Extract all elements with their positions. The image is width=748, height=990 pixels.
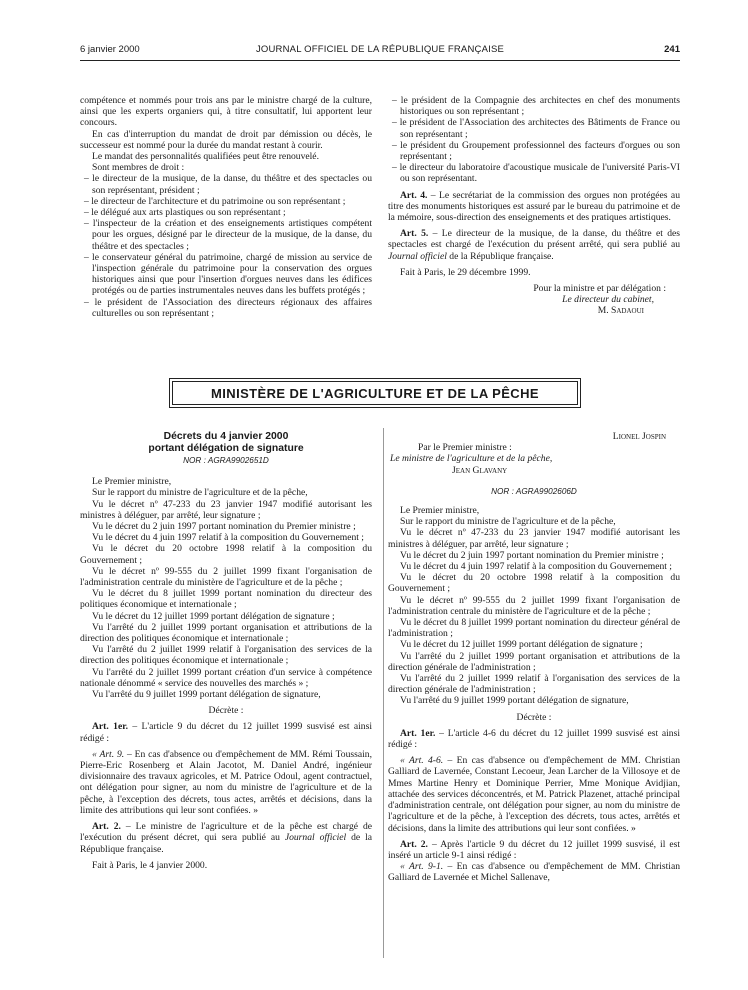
- article-1: [388, 728, 680, 750]
- ministry-title: MINISTÈRE DE L'AGRICULTURE ET DE LA PÊCHE: [172, 381, 578, 405]
- list-item: – le conservateur général du patrimoine, chargé de mission au service de l'inspection générale du patrimoine pour la conservation des orgues historiques ainsi que pour l'insertion d'orgues neuves dans les édifices protégés ou de parties instrumentales neuves dans les buffets protégés ;: [84, 251, 372, 297]
- article-4-6-quote: [388, 755, 680, 833]
- paragraph: compétence et nommés pour trois ans par le ministre chargé de la culture, ainsi que les experts organiers qui, à titre consultatif, lui apportent leur concours.: [80, 95, 372, 129]
- list-item: – le président de l'Association des directeurs régionaux des affaires culturelles ou son représentant ;: [84, 296, 372, 319]
- visa: Vu l'arrêté du 9 juillet 1999 portant délégation de signature,: [92, 689, 321, 701]
- page-header: [80, 44, 680, 58]
- list-item: – le président du Groupement professionnel des facteurs d'orgues ou son représentant ;: [392, 139, 680, 163]
- article-label: « Art. 9.: [92, 748, 125, 760]
- list-item: – le président de l'Association des architectes des Bâtiments de France ou son représentant ;: [392, 117, 680, 140]
- visa: Vu le décret du 12 juillet 1999 portant délégation de signature ;: [92, 610, 335, 622]
- visa: Vu l'arrêté du 2 juillet 1999 portant création d'un service à compétence nationale dénommé « service des nouvelles des marchés » ;: [80, 666, 372, 689]
- article-text: de la République française.: [446, 250, 554, 262]
- decrete-heading: Décrète :: [208, 705, 244, 717]
- visa: Sur le rapport du ministre de l'agriculture et de la pêche,: [92, 487, 308, 499]
- signature-date: Fait à Paris, le 29 décembre 1999.: [400, 266, 531, 278]
- visa: Vu l'arrêté du 2 juillet 1999 relatif à l'organisation des services de la direction des politiques économique et internationale ;: [80, 644, 372, 667]
- signatory-name: Lionel Jospin: [612, 431, 666, 442]
- paragraph: Sont membres de droit :: [92, 162, 185, 174]
- visa: Vu l'arrêté du 2 juillet 1999 portant organisation et attributions de la direction des politiques économique et internationale ;: [80, 621, 372, 645]
- visa: Vu l'arrêté du 2 juillet 1999 portant organisation et attributions de la direction générale de l'administration ;: [388, 650, 680, 673]
- visa: Vu le décret du 12 juillet 1999 portant délégation de signature ;: [400, 639, 643, 651]
- visa: Vu le décret du 8 juillet 1999 portant nomination du directeur général de l'administration ;: [388, 617, 680, 640]
- article-label: Art. 1er.: [400, 727, 436, 739]
- visa: Vu le décret nº 47-233 du 23 janvier 1947 modifié autorisant les ministres à déléguer, par arrêté, leur signature ;: [80, 498, 372, 521]
- decree-right-column: [388, 431, 680, 884]
- nor-reference: NOR : AGRA9902606D: [491, 486, 577, 496]
- article-label: « Art. 4-6.: [400, 755, 444, 767]
- minister-role: Le ministre de l'agriculture et de la pêche,: [390, 453, 553, 465]
- article-text: – En cas d'absence ou d'empêchement de MM. Rémi Toussain, Pierre-Eric Rosenberg et Alain Jacotot, M. Daniel André, ingénieur divisionnaire des travaux agricoles, et M. Patrice Odoul, agent contractuel, ont délégation pour signer, au nom du ministre de l'agriculture et de la pêche, à l'exception des décrets, tous actes, arrêtés et décisions, dans la limite des attributions qui leur sont confiées. »: [80, 748, 372, 816]
- header-page-number: 241: [664, 44, 680, 55]
- decrete-heading: Décrète :: [516, 711, 552, 723]
- article-text: – Le secrétariat de la commission des orgues non protégées au titre des monuments historiques est assuré par le bureau du patrimoine et de la mémoire, sous-direction des enseignements et des pratiques artistiques.: [388, 189, 680, 224]
- header-journal-title: JOURNAL OFFICIEL DE LA RÉPUBLIQUE FRANÇAISE: [255, 44, 505, 55]
- signatory-name: M. Sadaoui: [597, 305, 644, 317]
- visa: Vu le décret du 2 juin 1997 portant nomination du Premier ministre ;: [400, 549, 664, 561]
- article-9-quote: [80, 749, 372, 816]
- visa: Vu le décret du 4 juin 1997 relatif à la composition du Gouvernement ;: [92, 532, 364, 544]
- list-item: – l'inspecteur de la création et des enseignements artistiques compétent pour les orgues, désigné par le directeur de la musique, de la danse, du théâtre et des spectacles ;: [84, 218, 372, 252]
- visa: Vu le décret nº 99-555 du 2 juillet 1999 fixant l'organisation de l'administration centrale du ministère de l'agriculture et de la pêche ;: [80, 565, 372, 589]
- list-item: – le directeur de la musique, de la danse, du théâtre et des spectacles ou son représentant, président ;: [84, 173, 372, 196]
- article-text: – Le directeur de la musique, de la danse, du théâtre et des spectacles est chargé de l'exécution du présent arrêté, qui sera publié au: [388, 228, 680, 251]
- decree-subtitle: portant délégation de signature: [148, 443, 304, 454]
- decree-title: Décrets du 4 janvier 2000: [163, 431, 289, 442]
- visa: Vu le décret nº 99-555 du 2 juillet 1999 fixant l'organisation de l'administration centrale du ministère de l'agriculture et de la pêche ;: [388, 594, 680, 617]
- visa: Le Premier ministre,: [92, 476, 172, 488]
- visa: Vu le décret du 8 juillet 1999 portant nomination du directeur des politiques économique et internationale ;: [80, 588, 372, 611]
- list-item: – le délégué aux arts plastiques ou son représentant ;: [84, 207, 286, 219]
- article-text: – En cas d'absence ou d'empêchement de MM. Christian Galliard de Lavernée, Constant Lecoeur, Jean Larcher de la Villosoye et de Mmes Martine Henry et Dominique Perrier, Mme Monique Avidjian, attachée des services déconcentrés, et M. Patrick Plazenet, attaché principal d'administration centrale, ont délégation pour signer, au nom du ministre de l'agriculture et de la pêche, à l'exception des décrets, tous actes, arrêtés et décisions, dans la limite des attributions qui leur sont confiées. »: [388, 755, 680, 834]
- article-1: [80, 721, 372, 743]
- par-line: Par le Premier ministre :: [418, 442, 512, 454]
- header-date: 6 janvier 2000: [80, 44, 140, 55]
- article-9-1-quote: [388, 861, 680, 883]
- article-label: Art. 1er.: [92, 721, 128, 733]
- article-text: – Après l'article 9 du décret du 12 juillet 1999 susvisé, il est inséré un article 9-1 ainsi rédigé :: [388, 838, 681, 861]
- article-2: [80, 821, 372, 855]
- column-divider: [383, 428, 384, 958]
- decree-left-column: [80, 431, 372, 871]
- nor-reference: NOR : AGRA9902651D: [183, 456, 269, 465]
- visa: Vu l'arrêté du 9 juillet 1999 portant délégation de signature,: [400, 695, 629, 707]
- visa: Vu le décret nº 47-233 du 23 janvier 1947 modifié autorisant les ministres à déléguer, par arrêté, leur signature ;: [388, 527, 680, 550]
- visa: Vu le décret du 4 juin 1997 relatif à la composition du Gouvernement ;: [400, 561, 672, 573]
- visa: Sur le rapport du ministre de l'agriculture et de la pêche,: [400, 516, 616, 528]
- article-text: – L'article 4-6 du décret du 12 juillet 1999 susvisé est ainsi rédigé :: [388, 727, 681, 751]
- paragraph: En cas d'interruption du mandat de droit par démission ou décès, le successeur est nommé pour la durée du mandat restant à courir.: [80, 128, 372, 151]
- article-4: [388, 190, 680, 224]
- top-right-column: [388, 95, 680, 317]
- article-text: – En cas d'absence ou d'empêchement de MM. Christian Galliard de Lavernée et Michel Sallenave,: [388, 861, 680, 884]
- article-text: – L'article 9 du décret du 12 juillet 1999 susvisé est ainsi rédigé :: [80, 721, 372, 744]
- article-5: [388, 228, 680, 262]
- list-item: – le directeur du laboratoire d'acoustique musicale de l'université Paris-VI ou son représentant.: [392, 162, 680, 185]
- article-text: de la République française.: [80, 832, 372, 855]
- delegation-line: Pour la ministre et par délégation :: [533, 283, 666, 295]
- journal-officiel-ref: Journal officiel: [284, 832, 347, 844]
- signature-date: Fait à Paris, le 4 janvier 2000.: [92, 859, 208, 871]
- article-label: Art. 2.: [400, 838, 428, 850]
- article-text: – Le ministre de l'agriculture et de la pêche est chargé de l'exécution du présent décret, qui sera publié au: [80, 821, 372, 844]
- visa: Vu l'arrêté du 2 juillet 1999 relatif à l'organisation des services de la direction générale de l'administration ;: [388, 673, 680, 696]
- top-left-column: [80, 95, 372, 319]
- list-item: – le directeur de l'architecture et du patrimoine ou son représentant ;: [84, 195, 346, 207]
- minister-name: Jean Glavany: [452, 464, 508, 476]
- visa: Le Premier ministre,: [400, 505, 480, 517]
- paragraph: Le mandat des personnalités qualifiées peut être renouvelé.: [92, 151, 319, 163]
- article-label: Art. 2.: [92, 821, 121, 833]
- article-label: Art. 5.: [400, 228, 429, 240]
- signatory-role: Le directeur du cabinet,: [562, 294, 654, 306]
- header-rule: [80, 60, 680, 61]
- ministry-banner: [169, 378, 581, 408]
- journal-officiel-ref: Journal officiel: [388, 250, 447, 262]
- visa: Vu le décret du 20 octobre 1998 relatif à la composition du Gouvernement ;: [80, 543, 372, 566]
- visa: Vu le décret du 20 octobre 1998 relatif à la composition du Gouvernement ;: [388, 572, 680, 595]
- visa: Vu le décret du 2 juin 1997 portant nomination du Premier ministre ;: [92, 521, 356, 533]
- article-label: Art. 4.: [400, 189, 428, 201]
- article-label: « Art. 9-1.: [400, 861, 444, 873]
- list-item: – le président de la Compagnie des architectes en chef des monuments historiques ou son représentant ;: [392, 95, 680, 118]
- article-2: [388, 839, 680, 861]
